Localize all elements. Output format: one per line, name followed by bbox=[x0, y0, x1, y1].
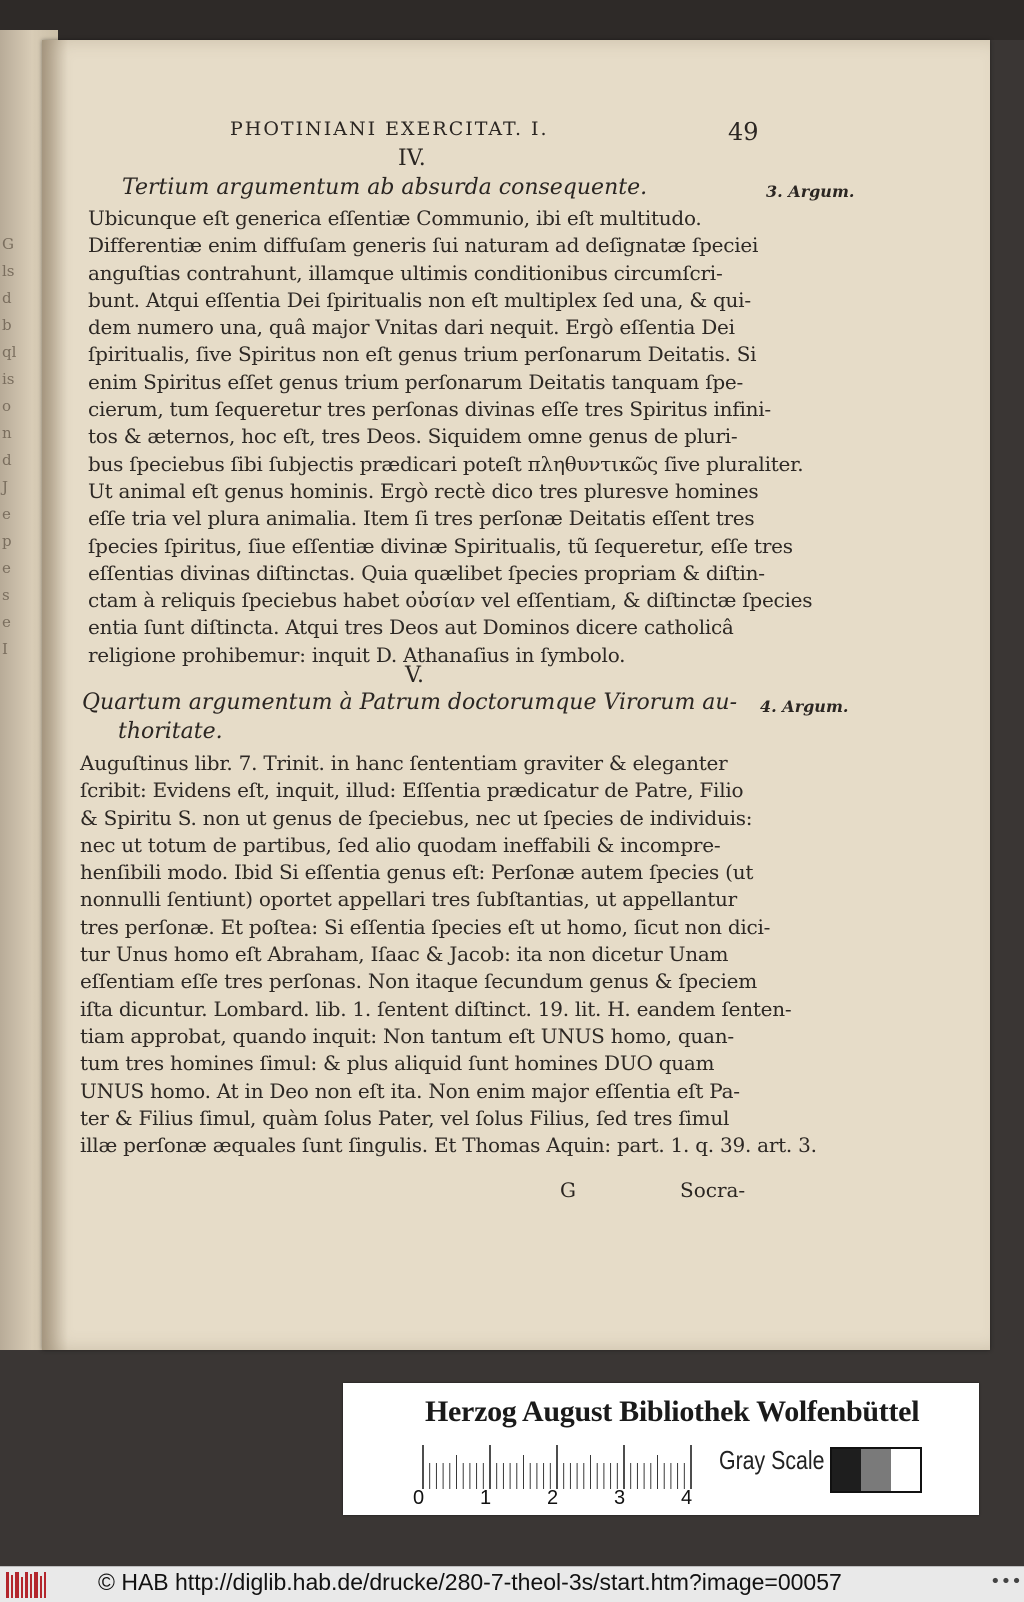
paragraph-v-line: Auguſtinus libr. 7. Trinit. in hanc ſententiam graviter & eleganter bbox=[80, 751, 728, 775]
ruler-scale bbox=[421, 1443, 701, 1489]
facing-page-fragment: o bbox=[2, 397, 12, 415]
page-number: 49 bbox=[728, 118, 759, 146]
margin-note-argument-4: 4. Argum. bbox=[760, 697, 849, 716]
paragraph-iv-line: ctam à reliquis ſpeciebus habet οὐσίαν vel eſſentiam, & diſtinctæ ſpecies bbox=[88, 588, 813, 613]
paragraph-iv-line: enim Spiritus eſſet genus trium perſonarum Deitatis tanquam ſpe- bbox=[88, 369, 743, 394]
ruler-label-2: 2 bbox=[547, 1487, 559, 1509]
gray-swatch-1 bbox=[861, 1449, 890, 1491]
section-heading-v-continued: thoritate. bbox=[118, 719, 223, 744]
paragraph-iv-line: tos & æternos, hoc eſt, tres Deos. Siquidem omne genus de pluri- bbox=[88, 424, 738, 449]
paragraph-iv-line: religione prohibemur: inquit D. Athanaſius in ſymbolo. bbox=[88, 642, 626, 667]
paragraph-iv-line: anguſtias contrahunt, illamque ultimis conditionibus circumſcri- bbox=[88, 260, 723, 285]
paragraph-iv-line: bunt. Atqui eſſentia Dei ſpiritualis non eſt multiplex ſed una, & qui- bbox=[88, 287, 751, 312]
catchword: Socra- bbox=[680, 1178, 746, 1202]
paragraph-iv-line: Ubicunque eſt generica eſſentiæ Communio, ibi eſt multitudo. bbox=[88, 206, 702, 230]
section-number-v: V. bbox=[405, 663, 425, 688]
paragraph-v-line: nec ut totum de partibus, ſed alio quodam ineffabili & incompre- bbox=[80, 832, 721, 857]
facing-page-fragment: ql bbox=[2, 343, 17, 361]
paragraph-v-line: tiam approbat, quando inquit: Non tantum eſt UNUS homo, quan- bbox=[80, 1023, 734, 1048]
paragraph-v-line: iſta dicuntur. Lombard. lib. 1. ſentent diſtinct. 19. lit. H. eandem ſenten- bbox=[80, 996, 792, 1021]
gutter-shadow bbox=[42, 40, 68, 1350]
facing-page-fragment: n bbox=[2, 424, 12, 442]
scan-backdrop bbox=[0, 0, 1024, 40]
section-heading-iv: Tertium argumentum ab absurda consequente. bbox=[122, 175, 648, 200]
paragraph-v-line: & Spiritu S. non ut genus de ſpeciebus, nec ut ſpecies de individuis: bbox=[80, 805, 753, 830]
paragraph-v-line: ter & Filius ſimul, quàm ſolus Pater, vel ſolus Filius, ſed tres ſimul bbox=[80, 1105, 730, 1130]
paragraph-iv-line: eſſe tria vel plura animalia. Item ſi tres perſonæ Deitatis eſſent tres bbox=[88, 506, 755, 531]
ruler-label-0: 0 bbox=[413, 1487, 425, 1509]
facing-page-fragment: b bbox=[2, 316, 12, 334]
signature-mark: G bbox=[560, 1178, 576, 1202]
gray-scale-label: Gray Scale bbox=[719, 1445, 825, 1475]
paragraph-v-line: tur Unus homo eſt Abraham, Iſaac & Jacob: ita non dicetur Unam bbox=[80, 942, 729, 967]
facing-page-fragment: d bbox=[2, 289, 12, 307]
gray-swatch-2 bbox=[891, 1449, 920, 1491]
source-url-text[interactable]: © HAB http://diglib.hab.de/drucke/280-7-theol-3s/start.htm?image=00057 bbox=[98, 1569, 842, 1595]
section-number-iv: IV. bbox=[398, 146, 426, 171]
paragraph-v-line: UNUS homo. At in Deo non eſt ita. Non enim major eſſentia eſt Pa- bbox=[80, 1078, 740, 1103]
paragraph-iv-line: entia ſunt diſtincta. Atqui tres Deos aut Dominos dicere catholicâ bbox=[88, 615, 734, 640]
paragraph-v-line: tres perſonæ. Et poſtea: Si eſſentia ſpecies eſt ut homo, ſicut non dici- bbox=[80, 914, 771, 939]
paragraph-iv-line: ſpiritualis, ſive Spiritus non eſt genus trium perſonarum Deitatis. Si bbox=[88, 342, 757, 367]
facing-page-fragment: I bbox=[2, 640, 8, 658]
ruler-label-3: 3 bbox=[614, 1487, 626, 1509]
more-options-icon[interactable]: ••• bbox=[990, 1571, 1022, 1592]
paragraph-v-line: eſſentiam eſſe tres perſonas. Non itaque ſecundum genus & ſpeciem bbox=[80, 969, 757, 994]
paragraph-v-line: nonnulli ſentiunt) oportet appellari tres ſubſtantias, ut appellantur bbox=[80, 887, 737, 912]
library-name: Herzog August Bibliothek Wolfenbüttel bbox=[425, 1395, 920, 1428]
gray-swatch-0 bbox=[832, 1449, 861, 1491]
library-color-card bbox=[343, 1383, 979, 1515]
facing-page-fragment: is bbox=[2, 370, 15, 388]
facing-page-fragment: p bbox=[2, 532, 12, 550]
paragraph-v-line: tum tres homines ſimul: & plus aliquid ſunt homines DUO quam bbox=[80, 1051, 715, 1076]
gray-scale-swatches bbox=[830, 1447, 922, 1493]
section-heading-v: Quartum argumentum à Patrum doctorumque Virorum au- bbox=[82, 690, 738, 715]
paragraph-iv-line: eſſentias divinas diſtinctas. Quia quælibet ſpecies propriam & diſtin- bbox=[88, 560, 765, 585]
facing-page-fragment: d bbox=[2, 451, 12, 469]
running-head: PHOTINIANI EXERCITAT. I. bbox=[230, 118, 549, 140]
paragraph-iv-line: ſpecies ſpiritus, ſiue eſſentiæ divinæ Spiritualis, tũ ſequeretur, eſſe tres bbox=[88, 533, 793, 558]
margin-note-argument-3: 3. Argum. bbox=[766, 182, 855, 201]
paragraph-v bbox=[80, 750, 817, 1159]
facing-page-fragment: s bbox=[2, 586, 10, 604]
facing-page-fragment: e bbox=[2, 505, 11, 523]
paragraph-iv-line: Differentiæ enim diffuſam generis ſui naturam ad deſignatæ ſpeciei bbox=[88, 233, 759, 258]
paragraph-iv bbox=[88, 205, 813, 669]
paragraph-v-line: illæ perſonæ æquales ſunt ſingulis. Et Thomas Aquin: part. 1. q. 39. art. 3. bbox=[80, 1133, 817, 1158]
hab-barcode-logo-icon bbox=[6, 1572, 46, 1598]
facing-page-fragment: J bbox=[2, 478, 9, 496]
facing-page-fragment: ls bbox=[2, 262, 15, 280]
paragraph-iv-line: cierum, tum ſequeretur tres perſonas divinas eſſe tres Spiritus infini- bbox=[88, 397, 771, 422]
paragraph-iv-line: dem numero una, quâ major Vnitas dari nequit. Ergò eſſentia Dei bbox=[88, 315, 735, 340]
paragraph-iv-line: bus ſpeciebus ſibi ſubjectis prædicari poteſt πληθυντικῶς ſive pluraliter. bbox=[88, 451, 804, 476]
facing-page-fragment: e bbox=[2, 613, 11, 631]
paragraph-v-line: ſcribit: Evidens eſt, inquit, illud: Eſſentia prædicatur de Patre, Filio bbox=[80, 778, 744, 803]
ruler-label-4: 4 bbox=[681, 1487, 693, 1509]
facing-page-fragment: G bbox=[2, 235, 14, 253]
paragraph-v-line: henſibili modo. Ibid Si eſſentia genus eſt: Perſonæ autem ſpecies (ut bbox=[80, 860, 754, 885]
facing-page-fragment: e bbox=[2, 559, 11, 577]
paragraph-iv-line: Ut animal eſt genus hominis. Ergò rectè dico tres pluresve homines bbox=[88, 478, 759, 503]
ruler-label-1: 1 bbox=[480, 1487, 492, 1509]
viewer-footer bbox=[0, 1566, 1024, 1602]
